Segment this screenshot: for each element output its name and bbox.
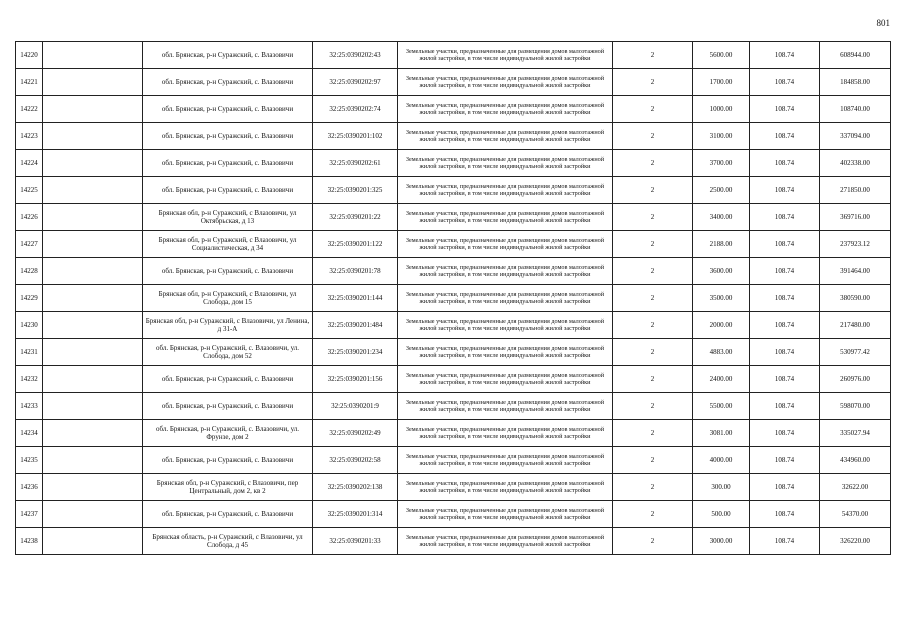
area-cell: 3100.00 (693, 123, 750, 150)
empty-cell (43, 123, 143, 150)
table-row (16, 474, 891, 501)
record-number-cell: 14234 (16, 420, 43, 447)
category-cell: 2 (613, 528, 693, 555)
cadastral-number-cell: 32:25:0390201:33 (313, 528, 398, 555)
record-number-cell: 14231 (16, 339, 43, 366)
record-number-cell: 14223 (16, 123, 43, 150)
category-cell: 2 (613, 285, 693, 312)
cadastral-value-cell: 237923.12 (820, 231, 891, 258)
land-use-cell: Земельные участки, предназначенные для размещения домов малоэтажной жилой застройки, в том числе индивидуальной жилой застройки (398, 204, 613, 231)
address-cell: обл. Брянская, р-н Суражский, с. Влазовичи, ул. Фрунзе, дом 2 (143, 420, 313, 447)
table-row (16, 501, 891, 528)
table-row (16, 177, 891, 204)
address-cell: обл. Брянская, р-н Суражский, с. Влазовичи (143, 123, 313, 150)
address-cell: обл. Брянская, р-н Суражский, с. Влазовичи (143, 42, 313, 69)
record-number-cell: 14224 (16, 150, 43, 177)
address-cell: Брянская обл, р-н Суражский, с Влазовичи, пер Центральный, дом 2, кв 2 (143, 474, 313, 501)
record-number-cell: 14237 (16, 501, 43, 528)
land-use-cell: Земельные участки, предназначенные для размещения домов малоэтажной жилой застройки, в том числе индивидуальной жилой застройки (398, 258, 613, 285)
cadastral-value-cell: 271850.00 (820, 177, 891, 204)
cadastral-number-cell: 32:25:0390201:156 (313, 366, 398, 393)
land-use-cell: Земельные участки, предназначенные для размещения домов малоэтажной жилой застройки, в том числе индивидуальной жилой застройки (398, 447, 613, 474)
rate-cell: 108.74 (750, 474, 820, 501)
cadastral-number-cell: 32:25:0390201:78 (313, 258, 398, 285)
cadastral-number-cell: 32:25:0390201:102 (313, 123, 398, 150)
rate-cell: 108.74 (750, 123, 820, 150)
empty-cell (43, 96, 143, 123)
cadastral-value-cell: 326220.00 (820, 528, 891, 555)
cadastral-number-cell: 32:25:0390202:74 (313, 96, 398, 123)
address-cell: Брянская обл, р-н Суражский, с Влазовичи, ул Слобода, дом 15 (143, 285, 313, 312)
empty-cell (43, 528, 143, 555)
empty-cell (43, 366, 143, 393)
land-use-cell: Земельные участки, предназначенные для размещения домов малоэтажной жилой застройки, в том числе индивидуальной жилой застройки (398, 96, 613, 123)
address-cell: Брянская область, р-н Суражский, с Влазовичи, ул Слобода, д 45 (143, 528, 313, 555)
area-cell: 4000.00 (693, 447, 750, 474)
table-row (16, 231, 891, 258)
area-cell: 2500.00 (693, 177, 750, 204)
category-cell: 2 (613, 96, 693, 123)
cadastral-value-cell: 260976.00 (820, 366, 891, 393)
cadastral-value-cell: 608944.00 (820, 42, 891, 69)
record-number-cell: 14236 (16, 474, 43, 501)
area-cell: 1700.00 (693, 69, 750, 96)
category-cell: 2 (613, 339, 693, 366)
table-row (16, 285, 891, 312)
record-number-cell: 14220 (16, 42, 43, 69)
record-number-cell: 14238 (16, 528, 43, 555)
address-cell: обл. Брянская, р-н Суражский, с. Влазовичи (143, 177, 313, 204)
cadastral-value-cell: 337094.00 (820, 123, 891, 150)
table-row (16, 447, 891, 474)
cadastral-number-cell: 32:25:0390201:122 (313, 231, 398, 258)
record-number-cell: 14221 (16, 69, 43, 96)
address-cell: обл. Брянская, р-н Суражский, с. Влазовичи (143, 150, 313, 177)
table-row (16, 150, 891, 177)
empty-cell (43, 150, 143, 177)
category-cell: 2 (613, 312, 693, 339)
cadastral-value-cell: 217480.00 (820, 312, 891, 339)
table-row (16, 258, 891, 285)
area-cell: 5600.00 (693, 42, 750, 69)
address-cell: обл. Брянская, р-н Суражский, с. Влазовичи (143, 258, 313, 285)
area-cell: 2400.00 (693, 366, 750, 393)
cadastral-value-cell: 391464.00 (820, 258, 891, 285)
empty-cell (43, 231, 143, 258)
address-cell: обл. Брянская, р-н Суражский, с. Влазовичи, ул. Слобода, дом 52 (143, 339, 313, 366)
cadastral-number-cell: 32:25:0390201:484 (313, 312, 398, 339)
rate-cell: 108.74 (750, 177, 820, 204)
empty-cell (43, 42, 143, 69)
cadastral-number-cell: 32:25:0390202:58 (313, 447, 398, 474)
land-use-cell: Земельные участки, предназначенные для размещения домов малоэтажной жилой застройки, в том числе индивидуальной жилой застройки (398, 231, 613, 258)
empty-cell (43, 285, 143, 312)
record-number-cell: 14226 (16, 204, 43, 231)
area-cell: 3700.00 (693, 150, 750, 177)
rate-cell: 108.74 (750, 96, 820, 123)
empty-cell (43, 447, 143, 474)
table-row (16, 69, 891, 96)
rate-cell: 108.74 (750, 366, 820, 393)
empty-cell (43, 204, 143, 231)
land-use-cell: Земельные участки, предназначенные для размещения домов малоэтажной жилой застройки, в том числе индивидуальной жилой застройки (398, 501, 613, 528)
rate-cell: 108.74 (750, 285, 820, 312)
record-number-cell: 14232 (16, 366, 43, 393)
address-cell: обл. Брянская, р-н Суражский, с. Влазовичи (143, 447, 313, 474)
area-cell: 500.00 (693, 501, 750, 528)
table-row (16, 420, 891, 447)
land-use-cell: Земельные участки, предназначенные для размещения домов малоэтажной жилой застройки, в том числе индивидуальной жилой застройки (398, 42, 613, 69)
rate-cell: 108.74 (750, 447, 820, 474)
cadastral-number-cell: 32:25:0390202:138 (313, 474, 398, 501)
rate-cell: 108.74 (750, 393, 820, 420)
category-cell: 2 (613, 123, 693, 150)
land-use-cell: Земельные участки, предназначенные для размещения домов малоэтажной жилой застройки, в том числе индивидуальной жилой застройки (398, 366, 613, 393)
land-use-cell: Земельные участки, предназначенные для размещения домов малоэтажной жилой застройки, в том числе индивидуальной жилой застройки (398, 393, 613, 420)
record-number-cell: 14233 (16, 393, 43, 420)
address-cell: обл. Брянская, р-н Суражский, с. Влазовичи (143, 69, 313, 96)
empty-cell (43, 312, 143, 339)
area-cell: 3000.00 (693, 528, 750, 555)
category-cell: 2 (613, 150, 693, 177)
table-row (16, 312, 891, 339)
rate-cell: 108.74 (750, 150, 820, 177)
rate-cell: 108.74 (750, 258, 820, 285)
address-cell: обл. Брянская, р-н Суражский, с. Влазовичи (143, 501, 313, 528)
record-number-cell: 14230 (16, 312, 43, 339)
land-use-cell: Земельные участки, предназначенные для размещения домов малоэтажной жилой застройки, в том числе индивидуальной жилой застройки (398, 528, 613, 555)
address-cell: обл. Брянская, р-н Суражский, с. Влазовичи (143, 366, 313, 393)
land-use-cell: Земельные участки, предназначенные для размещения домов малоэтажной жилой застройки, в том числе индивидуальной жилой застройки (398, 69, 613, 96)
area-cell: 3081.00 (693, 420, 750, 447)
category-cell: 2 (613, 204, 693, 231)
cadastral-value-cell: 54370.00 (820, 501, 891, 528)
address-cell: Брянская обл, р-н Суражский, с Влазовичи, ул Ленина, д 31-А (143, 312, 313, 339)
rate-cell: 108.74 (750, 528, 820, 555)
area-cell: 3500.00 (693, 285, 750, 312)
cadastral-value-cell: 184858.00 (820, 69, 891, 96)
category-cell: 2 (613, 393, 693, 420)
land-use-cell: Земельные участки, предназначенные для размещения домов малоэтажной жилой застройки, в том числе индивидуальной жилой застройки (398, 177, 613, 204)
record-number-cell: 14228 (16, 258, 43, 285)
empty-cell (43, 69, 143, 96)
category-cell: 2 (613, 177, 693, 204)
address-cell: обл. Брянская, р-н Суражский, с. Влазовичи (143, 96, 313, 123)
table-row (16, 366, 891, 393)
cadastral-value-cell: 530977.42 (820, 339, 891, 366)
cadastral-number-cell: 32:25:0390201:144 (313, 285, 398, 312)
category-cell: 2 (613, 420, 693, 447)
table-body (16, 42, 891, 555)
rate-cell: 108.74 (750, 204, 820, 231)
land-use-cell: Земельные участки, предназначенные для размещения домов малоэтажной жилой застройки, в том числе индивидуальной жилой застройки (398, 474, 613, 501)
empty-cell (43, 474, 143, 501)
category-cell: 2 (613, 258, 693, 285)
area-cell: 4883.00 (693, 339, 750, 366)
cadastral-number-cell: 32:25:0390201:314 (313, 501, 398, 528)
cadastral-number-cell: 32:25:0390201:234 (313, 339, 398, 366)
table-row (16, 204, 891, 231)
table-row (16, 393, 891, 420)
cadastral-number-cell: 32:25:0390201:325 (313, 177, 398, 204)
record-number-cell: 14222 (16, 96, 43, 123)
area-cell: 300.00 (693, 474, 750, 501)
rate-cell: 108.74 (750, 501, 820, 528)
cadastral-value-cell: 335027.94 (820, 420, 891, 447)
address-cell: обл. Брянская, р-н Суражский, с. Влазовичи (143, 393, 313, 420)
area-cell: 3600.00 (693, 258, 750, 285)
page-number: 801 (876, 18, 890, 28)
address-cell: Брянская обл, р-н Суражский, с Влазовичи, ул Социалистическая, д 34 (143, 231, 313, 258)
rate-cell: 108.74 (750, 339, 820, 366)
area-cell: 1000.00 (693, 96, 750, 123)
rate-cell: 108.74 (750, 231, 820, 258)
land-use-cell: Земельные участки, предназначенные для размещения домов малоэтажной жилой застройки, в том числе индивидуальной жилой застройки (398, 420, 613, 447)
record-number-cell: 14225 (16, 177, 43, 204)
land-use-cell: Земельные участки, предназначенные для размещения домов малоэтажной жилой застройки, в том числе индивидуальной жилой застройки (398, 339, 613, 366)
table-row (16, 528, 891, 555)
rate-cell: 108.74 (750, 42, 820, 69)
category-cell: 2 (613, 474, 693, 501)
cadastral-number-cell: 32:25:0390201:9 (313, 393, 398, 420)
rate-cell: 108.74 (750, 420, 820, 447)
cadastral-number-cell: 32:25:0390202:97 (313, 69, 398, 96)
cadastral-value-cell: 598070.00 (820, 393, 891, 420)
rate-cell: 108.74 (750, 312, 820, 339)
land-registry-table (15, 41, 891, 555)
rate-cell: 108.74 (750, 69, 820, 96)
empty-cell (43, 393, 143, 420)
record-number-cell: 14227 (16, 231, 43, 258)
land-use-cell: Земельные участки, предназначенные для размещения домов малоэтажной жилой застройки, в том числе индивидуальной жилой застройки (398, 123, 613, 150)
cadastral-value-cell: 108740.00 (820, 96, 891, 123)
land-use-cell: Земельные участки, предназначенные для размещения домов малоэтажной жилой застройки, в том числе индивидуальной жилой застройки (398, 285, 613, 312)
cadastral-value-cell: 369716.00 (820, 204, 891, 231)
cadastral-number-cell: 32:25:0390202:43 (313, 42, 398, 69)
empty-cell (43, 258, 143, 285)
cadastral-value-cell: 434960.00 (820, 447, 891, 474)
land-use-cell: Земельные участки, предназначенные для размещения домов малоэтажной жилой застройки, в том числе индивидуальной жилой застройки (398, 150, 613, 177)
empty-cell (43, 177, 143, 204)
table-row (16, 96, 891, 123)
category-cell: 2 (613, 501, 693, 528)
address-cell: Брянская обл, р-н Суражский, с Влазовичи, ул Октябрьская, д 13 (143, 204, 313, 231)
land-use-cell: Земельные участки, предназначенные для размещения домов малоэтажной жилой застройки, в том числе индивидуальной жилой застройки (398, 312, 613, 339)
category-cell: 2 (613, 231, 693, 258)
category-cell: 2 (613, 69, 693, 96)
cadastral-value-cell: 32622.00 (820, 474, 891, 501)
area-cell: 2188.00 (693, 231, 750, 258)
area-cell: 5500.00 (693, 393, 750, 420)
cadastral-value-cell: 402338.00 (820, 150, 891, 177)
category-cell: 2 (613, 366, 693, 393)
record-number-cell: 14229 (16, 285, 43, 312)
record-number-cell: 14235 (16, 447, 43, 474)
empty-cell (43, 420, 143, 447)
table-row (16, 339, 891, 366)
cadastral-number-cell: 32:25:0390202:49 (313, 420, 398, 447)
cadastral-number-cell: 32:25:0390201:22 (313, 204, 398, 231)
category-cell: 2 (613, 447, 693, 474)
cadastral-number-cell: 32:25:0390202:61 (313, 150, 398, 177)
category-cell: 2 (613, 42, 693, 69)
cadastral-value-cell: 380590.00 (820, 285, 891, 312)
empty-cell (43, 339, 143, 366)
table-row (16, 123, 891, 150)
area-cell: 2000.00 (693, 312, 750, 339)
empty-cell (43, 501, 143, 528)
table-row (16, 42, 891, 69)
area-cell: 3400.00 (693, 204, 750, 231)
